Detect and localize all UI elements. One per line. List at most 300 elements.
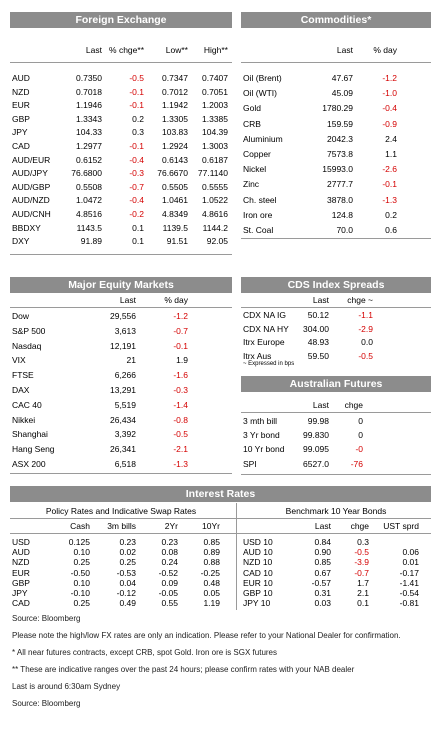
commodity-row xyxy=(241,148,431,160)
bench-chge: 2.1 xyxy=(357,588,369,598)
fx-ccy: CAD xyxy=(12,141,30,151)
equity-name: Hang Seng xyxy=(12,444,55,455)
fx-ccy: NZD xyxy=(12,86,30,97)
cds-row xyxy=(241,309,431,321)
equity-row xyxy=(10,369,232,381)
future-last: 99.98 xyxy=(307,416,329,426)
fx-last: 1143.5 xyxy=(76,222,102,233)
fx-rule-bottom xyxy=(10,254,232,255)
equity-name: Shanghai xyxy=(12,429,48,440)
equity-row xyxy=(10,414,232,426)
fx-row xyxy=(10,113,232,125)
policy-col-headers xyxy=(10,520,431,532)
future-chge: 0 xyxy=(358,416,363,426)
future-row xyxy=(241,443,431,455)
commodity-name: CRB xyxy=(243,118,261,129)
policy-3m: 0.25 xyxy=(119,557,136,568)
cds-row xyxy=(241,323,431,335)
bench-name: EUR 10 xyxy=(243,577,273,588)
fx-row xyxy=(10,235,232,247)
fx-row xyxy=(10,99,232,111)
policy-2yr: 0.23 xyxy=(161,537,178,547)
equity-day: 1.9 xyxy=(176,355,188,366)
equity-row xyxy=(10,325,232,337)
policy-ccy: CAD xyxy=(12,598,30,609)
fx-col-headers xyxy=(10,44,232,56)
bench-name: AUD 10 xyxy=(243,547,273,558)
commodity-day: -1.2 xyxy=(382,73,397,83)
policy-cash: 0.10 xyxy=(73,547,90,558)
equity-name: S&P 500 xyxy=(12,325,46,336)
cds-row xyxy=(241,336,431,348)
aus-futures-col-last: Last xyxy=(312,400,329,410)
fx-chge: -0.1 xyxy=(129,100,144,111)
equity-name: Dow xyxy=(12,311,30,321)
policy-ccy: USD xyxy=(12,537,30,547)
aus-futures-col-headers xyxy=(241,399,431,411)
equity-col-last: Last xyxy=(119,295,136,305)
policy-3m: 0.04 xyxy=(119,577,136,588)
equity-row xyxy=(10,384,232,396)
equity-header: Major Equity Markets xyxy=(10,277,232,293)
future-last: 6527.0 xyxy=(303,458,329,469)
commodities-rule xyxy=(241,62,431,63)
equity-day: -0.3 xyxy=(173,385,188,395)
cds-name: Itrx Aus xyxy=(243,350,272,361)
fx-chge: 0.1 xyxy=(132,236,144,247)
policy-2yr: 0.55 xyxy=(161,598,178,609)
policy-10yr: 1.19 xyxy=(203,598,220,609)
ranges-note: ** These are indicative ranges over the past 24 hours; please confirm rates with your NAB dealer xyxy=(12,665,355,674)
cds-last: 304.00 xyxy=(303,323,329,334)
policy-3m: 0.02 xyxy=(119,547,136,558)
equity-day: -0.5 xyxy=(173,429,188,440)
cds-name: CDX NA HY xyxy=(243,323,289,334)
fx-col-chge: % chge** xyxy=(109,45,144,55)
fx-row xyxy=(10,181,232,193)
policy-2yr: -0.05 xyxy=(158,588,178,598)
equity-day: -1.4 xyxy=(173,399,188,410)
equity-last: 12,191 xyxy=(110,340,136,351)
policy-10yr: 0.88 xyxy=(203,557,220,568)
bench-last: 0.90 xyxy=(314,547,331,558)
equity-name: DAX xyxy=(12,385,30,395)
aus-futures-header: Australian Futures xyxy=(241,376,431,392)
fx-high: 104.39 xyxy=(202,127,228,138)
commodity-day: 0.6 xyxy=(385,225,397,235)
bench-name: JPY 10 xyxy=(243,598,271,609)
fx-header: Foreign Exchange xyxy=(10,12,232,28)
equity-name: FTSE xyxy=(12,370,34,381)
fx-high: 1.3003 xyxy=(202,141,228,151)
fx-last: 4.8516 xyxy=(76,209,102,219)
fx-low: 1139.5 xyxy=(162,222,188,233)
fx-low: 1.2924 xyxy=(162,141,188,151)
fx-panel xyxy=(10,12,232,268)
bench-ust: -1.41 xyxy=(399,577,419,588)
equity-last: 6,266 xyxy=(114,370,136,381)
fx-row xyxy=(10,72,232,84)
fx-low: 103.83 xyxy=(162,127,188,138)
commodity-last: 47.67 xyxy=(331,73,353,83)
commodity-name: Gold xyxy=(243,103,261,114)
policy-cash: 0.25 xyxy=(73,598,90,609)
equity-rule xyxy=(10,307,232,308)
commodity-last: 45.09 xyxy=(331,88,353,99)
future-chge: 0 xyxy=(358,430,363,441)
fx-col-high: High** xyxy=(203,45,228,55)
bench-col-ust: UST sprd xyxy=(383,521,419,531)
cds-chge: -2.9 xyxy=(358,323,373,334)
future-row xyxy=(241,429,431,441)
policy-3m: 0.49 xyxy=(119,598,136,609)
fx-high: 4.8616 xyxy=(202,209,228,219)
bench-ust: -0.54 xyxy=(399,588,419,598)
commodity-day: 0.2 xyxy=(385,209,397,220)
source-1: Source: Bloomberg xyxy=(12,614,81,623)
bench-chge: 1.7 xyxy=(357,577,369,588)
fx-low: 76.6670 xyxy=(157,168,188,179)
future-last: 99.830 xyxy=(303,430,329,441)
rates-sub-rule xyxy=(10,518,431,519)
commodity-name: Oil (WTI) xyxy=(243,88,277,99)
bench-name: GBP 10 xyxy=(243,588,273,598)
fx-high: 92.05 xyxy=(206,236,228,247)
policy-10yr: 0.48 xyxy=(203,577,220,588)
bench-chge: -0.7 xyxy=(354,567,369,578)
fx-low: 0.5505 xyxy=(162,181,188,192)
bench-chge: -3.9 xyxy=(354,557,369,568)
fx-ccy: EUR xyxy=(12,100,30,111)
commodity-day: -0.4 xyxy=(382,103,397,114)
future-name: SPI xyxy=(243,458,257,469)
aus-futures-panel xyxy=(241,376,431,475)
equity-last: 5,519 xyxy=(114,399,136,410)
commodity-row xyxy=(241,118,431,130)
equity-day: -2.1 xyxy=(173,444,188,455)
commodity-last: 3878.0 xyxy=(327,194,353,205)
commodity-day: 1.1 xyxy=(385,149,397,159)
equity-row xyxy=(10,310,232,322)
future-chge: -0 xyxy=(355,444,363,455)
fx-last: 0.7350 xyxy=(76,73,102,83)
equity-day: -1.3 xyxy=(173,459,188,469)
equity-panel xyxy=(10,277,232,475)
fx-high: 1144.2 xyxy=(202,222,228,233)
policy-cash: -0.50 xyxy=(70,567,90,578)
fx-chge: 0.1 xyxy=(132,222,144,233)
policy-2yr: -0.52 xyxy=(158,567,178,578)
fx-chge: -0.1 xyxy=(129,141,144,151)
commodity-name: St. Coal xyxy=(243,225,274,235)
policy-3m: 0.23 xyxy=(119,537,136,547)
cds-last: 59.50 xyxy=(307,350,329,361)
policy-10yr: 0.89 xyxy=(203,547,220,558)
bench-chge: 0.3 xyxy=(357,537,369,547)
commodities-col-day: % day xyxy=(373,45,397,55)
fx-high: 77.1140 xyxy=(197,168,228,179)
fx-low: 0.7347 xyxy=(162,73,188,83)
future-row xyxy=(241,458,431,470)
fx-col-last: Last xyxy=(85,45,102,55)
bench-col-chge: chge xyxy=(350,521,369,531)
equity-day: -1.6 xyxy=(173,370,188,381)
equity-name: CAC 40 xyxy=(12,399,42,410)
bench-ust: -0.81 xyxy=(399,598,419,609)
commodities-rule-bottom xyxy=(241,238,431,239)
fx-last: 1.2977 xyxy=(76,141,102,151)
equity-name: VIX xyxy=(12,355,26,366)
policy-title: Policy Rates and Indicative Swap Rates xyxy=(45,506,197,516)
equity-row xyxy=(10,443,232,455)
equity-rule-bottom xyxy=(10,473,232,474)
cds-chge: -1.1 xyxy=(358,310,373,320)
fx-ccy: DXY xyxy=(12,236,30,247)
policy-10yr: 0.05 xyxy=(203,588,220,598)
equity-last: 3,392 xyxy=(114,429,136,440)
bench-ust: 0.01 xyxy=(402,557,419,568)
fx-row xyxy=(10,222,232,234)
rates-col-rule xyxy=(10,533,431,534)
commodities-note: * All near futures contracts, except CRB, spot Gold. Iron ore is SGX futures xyxy=(12,648,278,657)
cds-col-last: Last xyxy=(312,295,329,305)
equity-row xyxy=(10,428,232,440)
commodity-row xyxy=(241,72,431,84)
commodity-day: -2.6 xyxy=(382,164,397,175)
commodity-last: 1780.29 xyxy=(322,103,353,114)
commodities-header: Commodities* xyxy=(241,12,431,28)
commodity-name: Copper xyxy=(243,149,271,159)
policy-2yr: 0.08 xyxy=(161,547,178,558)
commodity-day: -0.1 xyxy=(382,179,397,190)
fx-low: 0.7012 xyxy=(162,86,188,97)
fx-ccy: AUD/EUR xyxy=(12,154,51,165)
policy-col-2yr: 2Yr xyxy=(164,521,178,531)
commodity-last: 70.0 xyxy=(336,225,353,235)
fx-last: 1.3343 xyxy=(76,113,102,124)
fx-chge: -0.7 xyxy=(129,181,144,192)
cds-chge: 0.0 xyxy=(361,337,373,347)
bench-chge: -0.5 xyxy=(354,547,369,558)
fx-last: 0.6152 xyxy=(76,154,102,165)
equity-row xyxy=(10,458,232,470)
fx-low: 91.51 xyxy=(166,236,188,247)
fx-ccy: AUD/NZD xyxy=(12,195,50,206)
fx-row xyxy=(10,86,232,98)
commodity-last: 159.59 xyxy=(327,118,353,129)
policy-cash: -0.10 xyxy=(70,588,90,598)
commodity-day: 2.4 xyxy=(385,133,397,144)
policy-10yr: -0.25 xyxy=(200,567,220,578)
fx-low: 4.8349 xyxy=(162,209,188,219)
equity-day: -0.7 xyxy=(173,325,188,336)
bench-name: USD 10 xyxy=(243,537,273,547)
fx-high: 1.3385 xyxy=(202,113,228,124)
equity-last: 26,341 xyxy=(110,444,136,455)
fx-ccy: JPY xyxy=(12,127,28,138)
fx-chge: -0.3 xyxy=(129,168,144,179)
policy-2yr: 0.24 xyxy=(161,557,178,568)
fx-row xyxy=(10,167,232,179)
commodity-day: -1.0 xyxy=(382,88,397,99)
fx-row xyxy=(10,194,232,206)
cds-col-chge: chge ~ xyxy=(347,295,373,305)
fx-high: 0.5555 xyxy=(202,181,228,192)
cds-last: 50.12 xyxy=(307,310,329,320)
bench-last: 0.03 xyxy=(314,598,331,609)
commodity-row xyxy=(241,224,431,236)
bench-ust: 0.06 xyxy=(402,547,419,558)
commodity-day: -0.9 xyxy=(382,118,397,129)
bench-last: 0.31 xyxy=(314,588,331,598)
commodities-col-last: Last xyxy=(336,45,353,55)
fx-ccy: AUD xyxy=(12,73,30,83)
fx-last: 91.89 xyxy=(80,236,102,247)
fx-chge: -0.4 xyxy=(129,195,144,206)
fx-row xyxy=(10,126,232,138)
fx-chge: 0.3 xyxy=(132,127,144,138)
commodity-row xyxy=(241,209,431,221)
fx-last: 0.7018 xyxy=(76,86,102,97)
fx-last: 0.5508 xyxy=(76,181,102,192)
cds-chge: -0.5 xyxy=(358,350,373,361)
future-name: 10 Yr bond xyxy=(243,444,285,455)
bench-last: 0.85 xyxy=(314,557,331,568)
rates-row xyxy=(10,597,431,609)
future-last: 99.095 xyxy=(303,444,329,455)
cds-header: CDS Index Spreads xyxy=(241,277,431,293)
fx-note: Please note the high/low FX rates are only an indication. Please refer to your National Dealer for confirmation. xyxy=(12,631,401,640)
equity-row xyxy=(10,354,232,366)
policy-3m: -0.12 xyxy=(116,588,136,598)
fx-ccy: BBDXY xyxy=(12,222,41,233)
aus-futures-col-chge: chge xyxy=(344,400,363,410)
fx-rule xyxy=(10,62,232,63)
bench-ust: -0.17 xyxy=(399,567,419,578)
policy-ccy: AUD xyxy=(12,547,30,558)
commodity-last: 7573.8 xyxy=(327,149,353,159)
fx-high: 0.7051 xyxy=(202,86,228,97)
commodities-col-headers xyxy=(241,44,431,56)
policy-3m: -0.53 xyxy=(116,567,136,578)
commodity-last: 15993.0 xyxy=(322,164,353,175)
equity-last: 29,556 xyxy=(110,311,136,321)
bench-chge: 0.1 xyxy=(357,598,369,609)
policy-cash: 0.25 xyxy=(73,557,90,568)
equity-col-day: % day xyxy=(164,295,188,305)
commodity-name: Aluminium xyxy=(243,133,283,144)
timing-note: Last is around 6:30am Sydney xyxy=(12,682,121,691)
fx-high: 0.7407 xyxy=(202,73,228,83)
equity-name: Nikkei xyxy=(12,414,36,425)
commodity-last: 2777.7 xyxy=(327,179,353,190)
policy-ccy: NZD xyxy=(12,557,30,568)
fx-low: 0.6143 xyxy=(162,154,188,165)
commodity-day: -1.3 xyxy=(382,194,397,205)
policy-cash: 0.125 xyxy=(68,537,90,547)
policy-10yr: 0.85 xyxy=(203,537,220,547)
fx-chge: -0.1 xyxy=(129,86,144,97)
cds-name: Itrx Europe xyxy=(243,337,285,347)
commodity-row xyxy=(241,102,431,114)
commodity-row xyxy=(241,163,431,175)
equity-row xyxy=(10,340,232,352)
future-row xyxy=(241,415,431,427)
fx-chge: -0.4 xyxy=(129,154,144,165)
commodity-last: 2042.3 xyxy=(327,133,353,144)
fx-low: 1.1942 xyxy=(162,100,188,111)
equity-last: 21 xyxy=(126,355,136,366)
equity-day: -0.8 xyxy=(173,414,188,425)
commodities-panel xyxy=(241,12,431,238)
commodity-last: 124.8 xyxy=(331,209,353,220)
bench-title: Benchmark 10 Year Bonds xyxy=(285,506,387,516)
future-name: 3 mth bill xyxy=(243,416,278,426)
rates-panel xyxy=(10,486,431,610)
equity-last: 6,518 xyxy=(114,459,136,469)
bench-last: -0.57 xyxy=(311,577,331,588)
policy-col-cash: Cash xyxy=(70,521,90,531)
bench-last: 0.84 xyxy=(314,537,331,547)
aus-futures-rule-bottom xyxy=(241,474,431,475)
equity-name: ASX 200 xyxy=(12,459,46,469)
policy-col-3m: 3m bills xyxy=(107,521,136,531)
cds-panel xyxy=(241,277,431,367)
commodity-row xyxy=(241,133,431,145)
fx-col-low: Low** xyxy=(165,45,188,55)
cds-name: CDX NA IG xyxy=(243,310,286,320)
equity-last: 13,291 xyxy=(110,385,136,395)
policy-cash: 0.10 xyxy=(73,577,90,588)
policy-ccy: GBP xyxy=(12,577,30,588)
cds-rule xyxy=(241,307,431,308)
bench-name: CAD 10 xyxy=(243,567,273,578)
equity-col-headers xyxy=(10,294,232,306)
rates-header: Interest Rates xyxy=(10,486,431,502)
equity-name: Nasdaq xyxy=(12,340,42,351)
fx-last: 1.0472 xyxy=(76,195,102,206)
cds-row xyxy=(241,350,431,362)
fx-low: 1.0461 xyxy=(162,195,188,206)
commodity-name: Ch. steel xyxy=(243,194,277,205)
policy-ccy: JPY xyxy=(12,588,28,598)
bench-col-last: Last xyxy=(314,521,331,531)
fx-high: 1.2003 xyxy=(202,100,228,111)
fx-ccy: AUD/GBP xyxy=(12,181,51,192)
policy-ccy: EUR xyxy=(12,567,30,578)
fx-high: 0.6187 xyxy=(202,154,228,165)
bench-name: NZD 10 xyxy=(243,557,273,568)
policy-col-10yr: 10Yr xyxy=(202,521,220,531)
source-2: Source: Bloomberg xyxy=(12,699,81,708)
commodity-row xyxy=(241,194,431,206)
cds-note: ~ Expressed in bps xyxy=(243,361,295,367)
equity-row xyxy=(10,399,232,411)
cds-last: 48.93 xyxy=(307,337,329,347)
fx-row xyxy=(10,208,232,220)
fx-high: 1.0522 xyxy=(202,195,228,206)
fx-low: 1.3305 xyxy=(162,113,188,124)
fx-chge: 0.2 xyxy=(132,113,144,124)
equity-day: -1.2 xyxy=(173,311,188,321)
equity-day: -0.1 xyxy=(173,340,188,351)
fx-ccy: AUD/CNH xyxy=(12,209,51,219)
commodity-name: Zinc xyxy=(243,179,260,190)
fx-row xyxy=(10,140,232,152)
fx-last: 104.33 xyxy=(76,127,102,138)
equity-last: 26,434 xyxy=(110,414,136,425)
cds-col-headers xyxy=(241,294,431,306)
